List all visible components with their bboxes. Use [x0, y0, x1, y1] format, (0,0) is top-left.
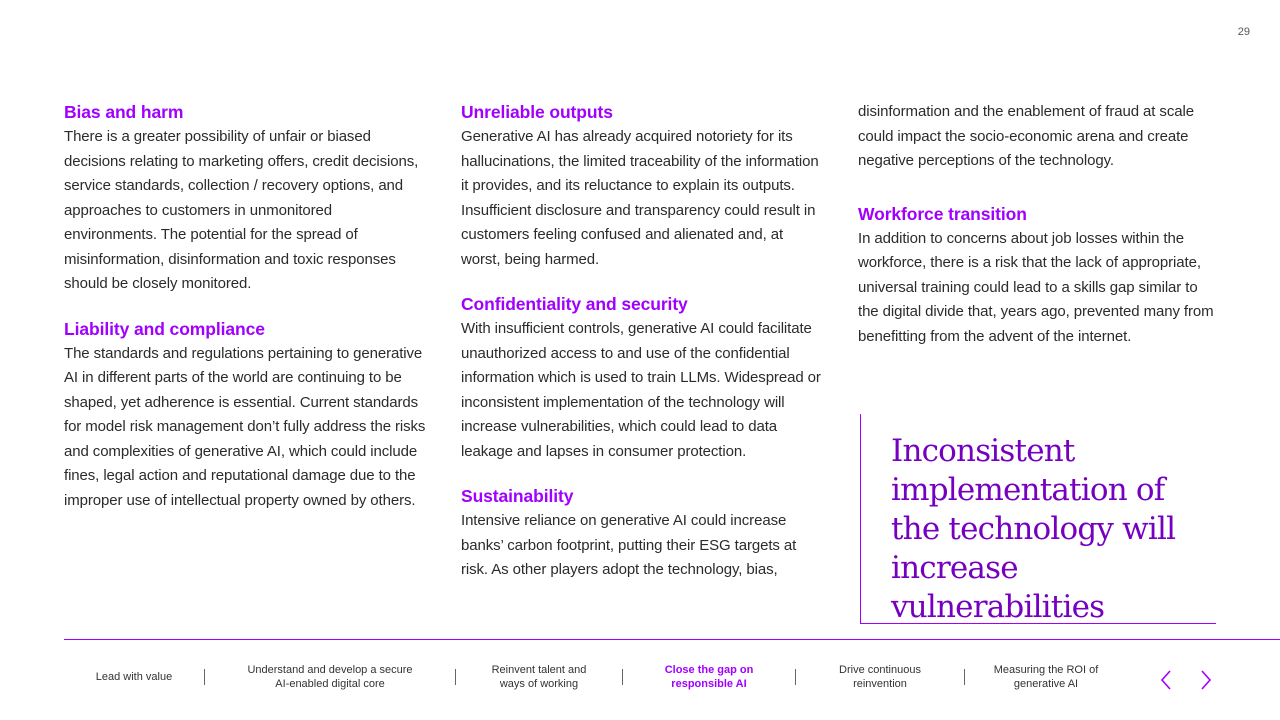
nav-reinvent-talent[interactable]	[456, 660, 622, 694]
section-continued	[858, 100, 1220, 174]
section-body: In addition to concerns about job losses within the workforce, there is a risk that the lack of appropriate, universal training could lead to a skills gap similar to the digital divide that, years ago, prevented many from benefitting from the advent of the internet.	[858, 229, 1214, 345]
section-unreliable-outputs	[461, 100, 823, 272]
footer-divider	[64, 639, 1280, 640]
page-number: 29	[1237, 26, 1250, 38]
nav-continuous-reinvention[interactable]	[796, 660, 964, 694]
nav-label: Reinvent talent and ways of working	[491, 664, 587, 690]
nav-secure-digital-core[interactable]	[205, 660, 455, 694]
chevron-left-icon	[1159, 669, 1173, 691]
section-heading: Sustainability	[461, 486, 574, 506]
next-page-button[interactable]	[1194, 668, 1218, 692]
section-workforce-transition	[858, 202, 1220, 350]
prev-page-button[interactable]	[1154, 668, 1178, 692]
section-body: There is a greater possibility of unfair or biased decisions relating to marketing offers, credit decisions, service standards, collection / recovery options, and approaches to customers in unmonitored environments. The potential for the spread of misinformation, disinformation and toxic responses should be closely monitored.	[64, 128, 419, 292]
nav-label: Close the gap on responsible AI	[664, 664, 754, 690]
nav-label: Measuring the ROI of generative AI	[993, 664, 1099, 690]
nav-label: Drive continuous reinvention	[839, 664, 921, 690]
nav-measuring-roi[interactable]	[965, 660, 1127, 694]
section-heading: Bias and harm	[64, 102, 184, 122]
section-liability-and-compliance	[64, 317, 426, 514]
nav-lead-with-value[interactable]: Lead with value	[95, 671, 173, 683]
section-heading: Liability and compliance	[64, 318, 265, 339]
section-sustainability	[461, 484, 823, 583]
section-body: Generative AI has already acquired notoriety for its hallucinations, the limited traceability of the information it provides, and its reluctance to explain its outputs. Insufficient disclosure and transparency could result in customers feeling confused and alienated and, at worst, being harmed.	[461, 128, 819, 268]
nav-responsible-ai[interactable]	[623, 660, 795, 694]
section-bias-and-harm	[64, 100, 426, 297]
section-heading: Confidentiality and security	[461, 294, 688, 314]
footer-nav	[64, 660, 1127, 694]
section-heading: Unreliable outputs	[461, 102, 613, 122]
pullquote-text: Inconsistent implementation of the technology will increase vulnerabilities	[891, 433, 1176, 625]
section-body: With insufficient controls, generative AI could facilitate unauthorized access to and use of the confidential information which is used to train LLMs. Widespread or inconsistent implementation of the technology will increase vulnerabilities, which could lead to data leakage and lapses in consumer protection.	[461, 320, 821, 460]
pullquote	[860, 414, 1216, 624]
column-2	[461, 100, 823, 603]
section-body: disinformation and the enablement of fraud at scale could impact the socio-economic arena and create negative perceptions of the technology.	[858, 103, 1194, 169]
nav-label: Understand and develop a secure AI-enabled digital core	[247, 664, 413, 690]
chevron-right-icon	[1199, 669, 1213, 691]
section-heading: Workforce transition	[858, 203, 1027, 224]
column-3	[858, 100, 1220, 369]
column-1	[64, 100, 426, 533]
section-body: The standards and regulations pertaining to generative AI in different parts of the world are continuing to be shaped, yet adherence is essential. Current standards for model risk management don’t fully address the risks and complexities of generative AI, which could include fines, legal action and reputational damage due to the improper use of intellectual property owned by others.	[64, 344, 426, 509]
section-confidentiality-and-security	[461, 292, 823, 464]
section-body: Intensive reliance on generative AI could increase banks’ carbon footprint, putting their ESG targets at risk. As other players adopt the technology, bias,	[461, 512, 797, 578]
